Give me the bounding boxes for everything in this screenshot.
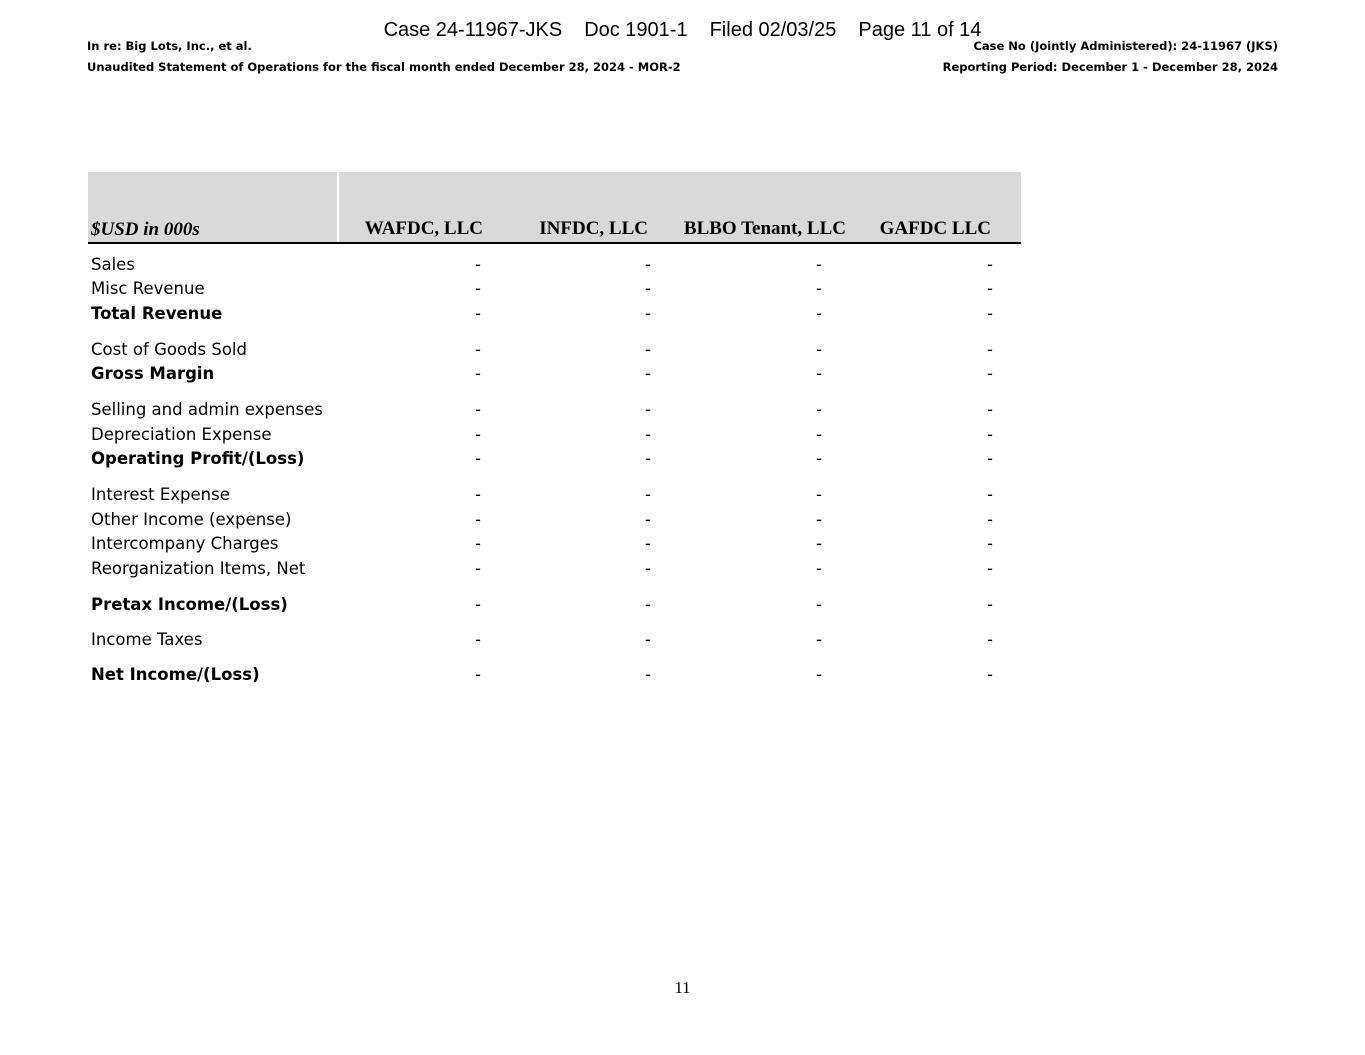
table-header [88, 172, 1021, 244]
row-value: - [475, 485, 481, 504]
table-row-misc-revenue [88, 278, 1021, 303]
page-number: 11 [674, 978, 691, 997]
row-value: - [987, 449, 993, 469]
row-label: Pretax Income/(Loss) [91, 594, 288, 614]
row-value: - [475, 364, 481, 384]
table-row-sales [88, 254, 1021, 279]
row-label: Misc Revenue [91, 279, 205, 299]
row-value: - [645, 279, 651, 299]
column-header-blbo-tenant: BLBO Tenant, LLC [683, 218, 846, 239]
row-label: Gross Margin [91, 364, 215, 384]
row-value: - [816, 424, 822, 444]
row-value: - [987, 594, 993, 614]
row-value: - [475, 424, 481, 444]
row-label: Reorganization Items, Net [91, 559, 306, 579]
row-label: Sales [91, 254, 135, 274]
row-label: Depreciation Expense [91, 424, 272, 444]
case-administration: Case No (Jointly Administered): 24-11967 (JKS) [973, 39, 1278, 53]
row-value: - [987, 399, 993, 419]
row-value: - [987, 534, 993, 554]
row-value: - [987, 424, 993, 444]
row-value: - [987, 559, 993, 579]
filed-date: Filed 02/03/25 [709, 19, 837, 41]
row-value: - [816, 534, 822, 554]
row-label: Income Taxes [91, 630, 203, 650]
unit-label: $USD in 000s [91, 219, 200, 240]
column-header-gafdc: GAFDC LLC [879, 218, 991, 239]
row-value: - [475, 279, 481, 299]
table-row-net-income [88, 664, 1021, 689]
row-value: - [645, 559, 651, 579]
row-value: - [987, 485, 993, 504]
row-value: - [645, 509, 651, 529]
row-value: - [475, 449, 481, 469]
row-label: Cost of Goods Sold [91, 339, 247, 359]
row-value: - [816, 509, 822, 529]
row-value: - [987, 279, 993, 299]
table-row-gross-margin [88, 363, 1021, 388]
row-value: - [987, 630, 993, 650]
row-value: - [475, 559, 481, 579]
row-label: Net Income/(Loss) [91, 664, 260, 684]
row-value: - [475, 399, 481, 419]
row-value: - [475, 534, 481, 554]
row-value: - [475, 509, 481, 529]
row-value: - [475, 303, 481, 323]
row-value: - [816, 664, 822, 684]
page-of-total: Page 11 of 14 [858, 19, 982, 41]
row-label: Interest Expense [91, 485, 230, 504]
row-value: - [816, 594, 822, 614]
statement-title: Unaudited Statement of Operations for the fiscal month ended December 28, 2024 - MOR-2 [87, 60, 681, 74]
column-header-infdc: INFDC, LLC [539, 218, 648, 239]
row-value: - [475, 664, 481, 684]
row-value: - [645, 364, 651, 384]
table-row-income-taxes [88, 629, 1021, 654]
row-value: - [645, 630, 651, 650]
table-row-pretax-income [88, 594, 1021, 619]
row-value: - [987, 509, 993, 529]
table-row-intercompany-charges [88, 533, 1021, 558]
row-value: - [987, 664, 993, 684]
row-value: - [645, 664, 651, 684]
table-row-depreciation-expense [88, 424, 1021, 449]
row-value: - [645, 534, 651, 554]
row-value: - [816, 399, 822, 419]
doc-number: Doc 1901-1 [584, 19, 688, 41]
row-value: - [645, 594, 651, 614]
row-value: - [816, 254, 822, 274]
row-value: - [816, 303, 822, 323]
table-row-interest-expense [88, 484, 1021, 509]
table-row-cost-of-goods-sold [88, 339, 1021, 364]
row-value: - [987, 339, 993, 359]
row-value: - [645, 485, 651, 504]
reporting-period: Reporting Period: December 1 - December 28, 2024 [942, 60, 1278, 74]
row-value: - [987, 364, 993, 384]
row-value: - [645, 254, 651, 274]
row-value: - [987, 254, 993, 274]
row-value: - [645, 339, 651, 359]
table-row-operating-profit [88, 448, 1021, 473]
row-label: Total Revenue [91, 303, 223, 323]
row-value: - [645, 303, 651, 323]
row-value: - [475, 594, 481, 614]
row-value: - [987, 303, 993, 323]
unit-header-cell [88, 172, 337, 242]
row-value: - [816, 279, 822, 299]
row-label: Selling and admin expenses [91, 399, 323, 419]
debtor-name: In re: Big Lots, Inc., et al. [87, 39, 252, 53]
row-value: - [816, 559, 822, 579]
row-value: - [816, 449, 822, 469]
row-label: Other Income (expense) [91, 509, 292, 529]
row-value: - [645, 449, 651, 469]
row-value: - [816, 485, 822, 504]
row-value: - [816, 630, 822, 650]
row-value: - [475, 339, 481, 359]
row-value: - [816, 339, 822, 359]
table-row-reorganization-items [88, 558, 1021, 583]
table-row-total-revenue [88, 303, 1021, 328]
row-value: - [645, 424, 651, 444]
row-value: - [645, 399, 651, 419]
row-value: - [475, 254, 481, 274]
row-value: - [475, 630, 481, 650]
row-value: - [816, 364, 822, 384]
table-row-other-income [88, 509, 1021, 534]
statement-of-operations-table [88, 172, 1021, 688]
row-label: Intercompany Charges [91, 534, 279, 554]
column-header-wafdc: WAFDC, LLC [364, 218, 483, 239]
case-number: Case 24-11967-JKS [383, 19, 563, 41]
table-row-selling-admin-expenses [88, 399, 1021, 424]
row-label: Operating Profit/(Loss) [91, 449, 305, 469]
